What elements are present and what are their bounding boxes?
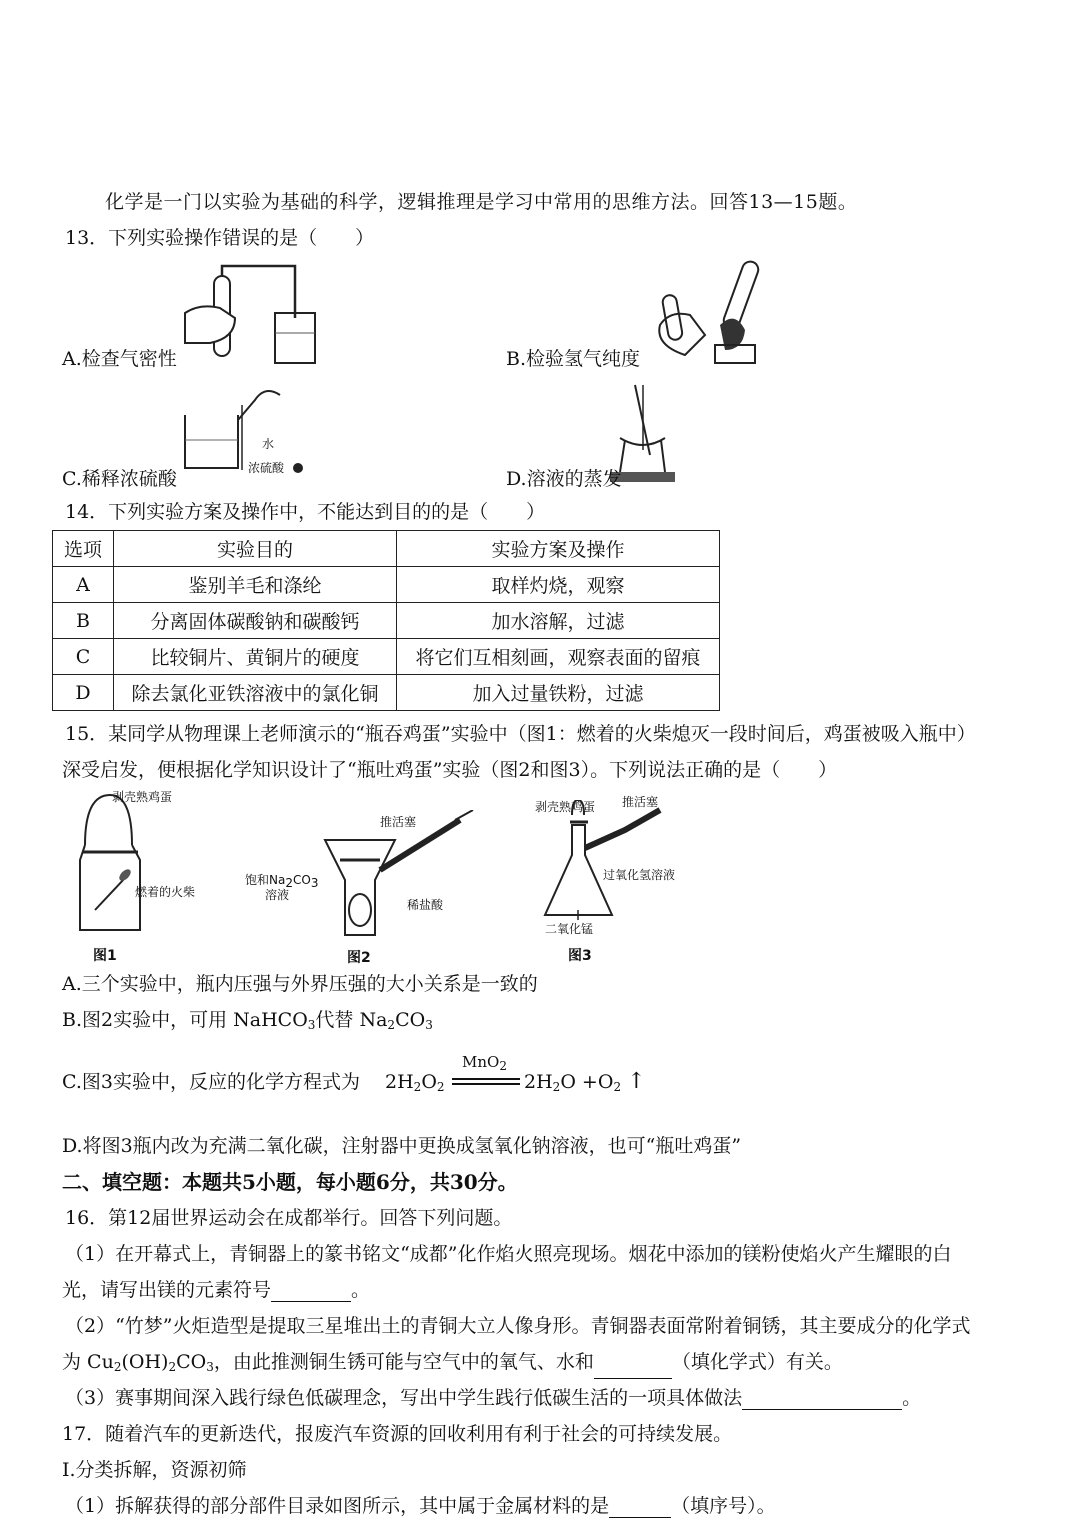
equation-line-bottom: [452, 1083, 520, 1085]
fig3-catalyst-label: 二氧化锰: [545, 922, 594, 936]
table-cell: 将它们互相刻画，观察表面的留痕: [397, 639, 720, 675]
table-cell: 加水溶解，过滤: [397, 603, 720, 639]
table-cell: A: [53, 567, 114, 603]
table-cell: 除去氯化亚铁溶液中的氯化铜: [114, 675, 397, 711]
table-cell: 比较铜片、黄铜片的硬度: [114, 639, 397, 675]
table-row: [53, 567, 720, 603]
table-header-cell: 实验方案及操作: [397, 531, 720, 567]
fig-dilute-sulfuric-acid: [180, 380, 310, 475]
q17-stem: 17．随着汽车的更新迭代，报废汽车资源的回收利用有利于社会的可持续发展。: [62, 1423, 733, 1445]
table-row: [53, 639, 720, 675]
answer-blank[interactable]: [594, 1358, 672, 1379]
q15-option-d: D.将图3瓶内改为充满二氧化碳，注射器中更换成氢氧化钠溶液，也可“瓶吐鸡蛋”: [62, 1135, 742, 1157]
table-cell: B: [53, 603, 114, 639]
intro-text: 化学是一门以实验为基础的科学，逻辑推理是学习中常用的思维方法。回答13—15题。: [105, 191, 858, 213]
q16-part1-line1: （1）在开幕式上，青铜器上的篆书铭文“成都”化作焰火照亮现场。烟花中添加的镁粉使焰火产生耀眼的白: [65, 1243, 952, 1265]
q13-option-b: B.检验氢气纯度: [506, 348, 641, 370]
q17-part1-q1: （1）拆解获得的部分部件目录如图所示，其中属于金属材料的是 （填序号）。: [65, 1495, 776, 1517]
fig3-label: 图3: [568, 948, 592, 964]
fig3-egg-label: 剥壳熟鸡蛋: [535, 800, 596, 814]
q15-option-b: B.图2实验中，可用 NaHCO$_3$代替 $Na_2CO_3$: [62, 1009, 433, 1032]
fig2-solution-line2: 溶液: [265, 888, 290, 902]
q14-table: [52, 530, 720, 711]
fig1-bottle-swallow-egg: [70, 790, 220, 940]
fig1-label: 图1: [93, 948, 117, 964]
table-cell: 鉴别羊毛和涤纶: [114, 567, 397, 603]
fig2-solution-line1: 饱和Na2CO3: [245, 873, 319, 890]
fig-c-acid-label: 浓硫酸: [248, 461, 285, 475]
table-cell: C: [53, 639, 114, 675]
table-row: [53, 603, 720, 639]
equation-line-top: [452, 1078, 520, 1080]
fig2-acid-label: 稀盐酸: [407, 898, 444, 912]
table-cell: 分离固体碳酸钠和碳酸钙: [114, 603, 397, 639]
q15-equation-rhs: $2H_2O +O_2$ ↑: [524, 1069, 646, 1094]
q15-option-c-text: C.图3实验中，反应的化学方程式为: [62, 1071, 360, 1093]
fig2-bottle-spit-egg: [295, 810, 485, 945]
q16-part3: （3）赛事期间深入践行绿色低碳理念，写出中学生践行低碳生活的一项具体做法 。: [65, 1387, 922, 1409]
answer-blank[interactable]: [609, 1497, 671, 1518]
q17-part1-heading: Ⅰ.分类拆解，资源初筛: [62, 1459, 247, 1481]
q16-part1-line2: 光，请写出镁的元素符号 。: [62, 1279, 371, 1301]
answer-blank[interactable]: [271, 1281, 351, 1302]
fig1-match-label: 燃着的火柴: [135, 885, 196, 899]
table-cell: 加入过量铁粉，过滤: [397, 675, 720, 711]
q13-option-c: C.稀释浓硫酸: [62, 468, 177, 490]
fig1-egg-label: 剥壳熟鸡蛋: [112, 790, 173, 804]
fig-c-water-label: 水: [262, 437, 275, 451]
table-cell: 取样灼烧，观察: [397, 567, 720, 603]
fig3-peroxide-label: 过氧化氢溶液: [603, 868, 676, 882]
q16-part2-line1: （2）“竹梦”火炬造型是提取三星堆出土的青铜大立人像身形。青铜器表面常附着铜锈，其主要成分的化学式: [65, 1315, 971, 1337]
q14-stem: 14．下列实验方案及操作中，不能达到目的的是（ ）: [65, 501, 546, 523]
q15-equation-condition: MnO$_2$: [462, 1053, 507, 1073]
q13-option-a: A.检查气密性: [62, 348, 177, 370]
q15-option-a: A.三个实验中，瓶内压强与外界压强的大小关系是一致的: [62, 973, 538, 995]
fig2-label: 图2: [347, 950, 371, 966]
fig2-piston-label: 推活塞: [380, 815, 417, 829]
q15-stem-line1: 15．某同学从物理课上老师演示的“瓶吞鸡蛋”实验中（图1：燃着的火柴熄灭一段时间后，鸡蛋被吸入瓶中）: [65, 723, 976, 745]
section-2-heading: 二、填空题：本题共5小题，每小题6分，共30分。: [62, 1170, 518, 1194]
table-header-cell: 选项: [53, 531, 114, 567]
table-row: [53, 675, 720, 711]
table-cell: D: [53, 675, 114, 711]
q15-stem-line2: 深受启发，便根据化学知识设计了“瓶吐鸡蛋”实验（图2和图3）。下列说法正确的是（ ）: [62, 759, 838, 781]
q15-equation-lhs: $2H_2O_2$: [385, 1071, 445, 1094]
q16-part2-line2: 为 $Cu_2(OH)_2CO_3$，由此推测铜生锈可能与空气中的氧气、水和 （填化学式）有关。: [62, 1350, 843, 1379]
fig3-piston-label: 推活塞: [622, 795, 659, 809]
q13-option-d: D.溶液的蒸发: [506, 468, 622, 490]
q16-stem: 16．第12届世界运动会在成都举行。回答下列问题。: [65, 1207, 513, 1229]
table-header-row: [53, 531, 720, 567]
fig3-bottle-spit-egg: [530, 800, 680, 930]
answer-blank[interactable]: [742, 1389, 902, 1410]
q13-stem: 13．下列实验操作错误的是（ ）: [65, 227, 375, 249]
fig-hydrogen-purity-check: [645, 255, 765, 370]
table-header-cell: 实验目的: [114, 531, 397, 567]
fig-airtightness-check: [180, 258, 330, 368]
